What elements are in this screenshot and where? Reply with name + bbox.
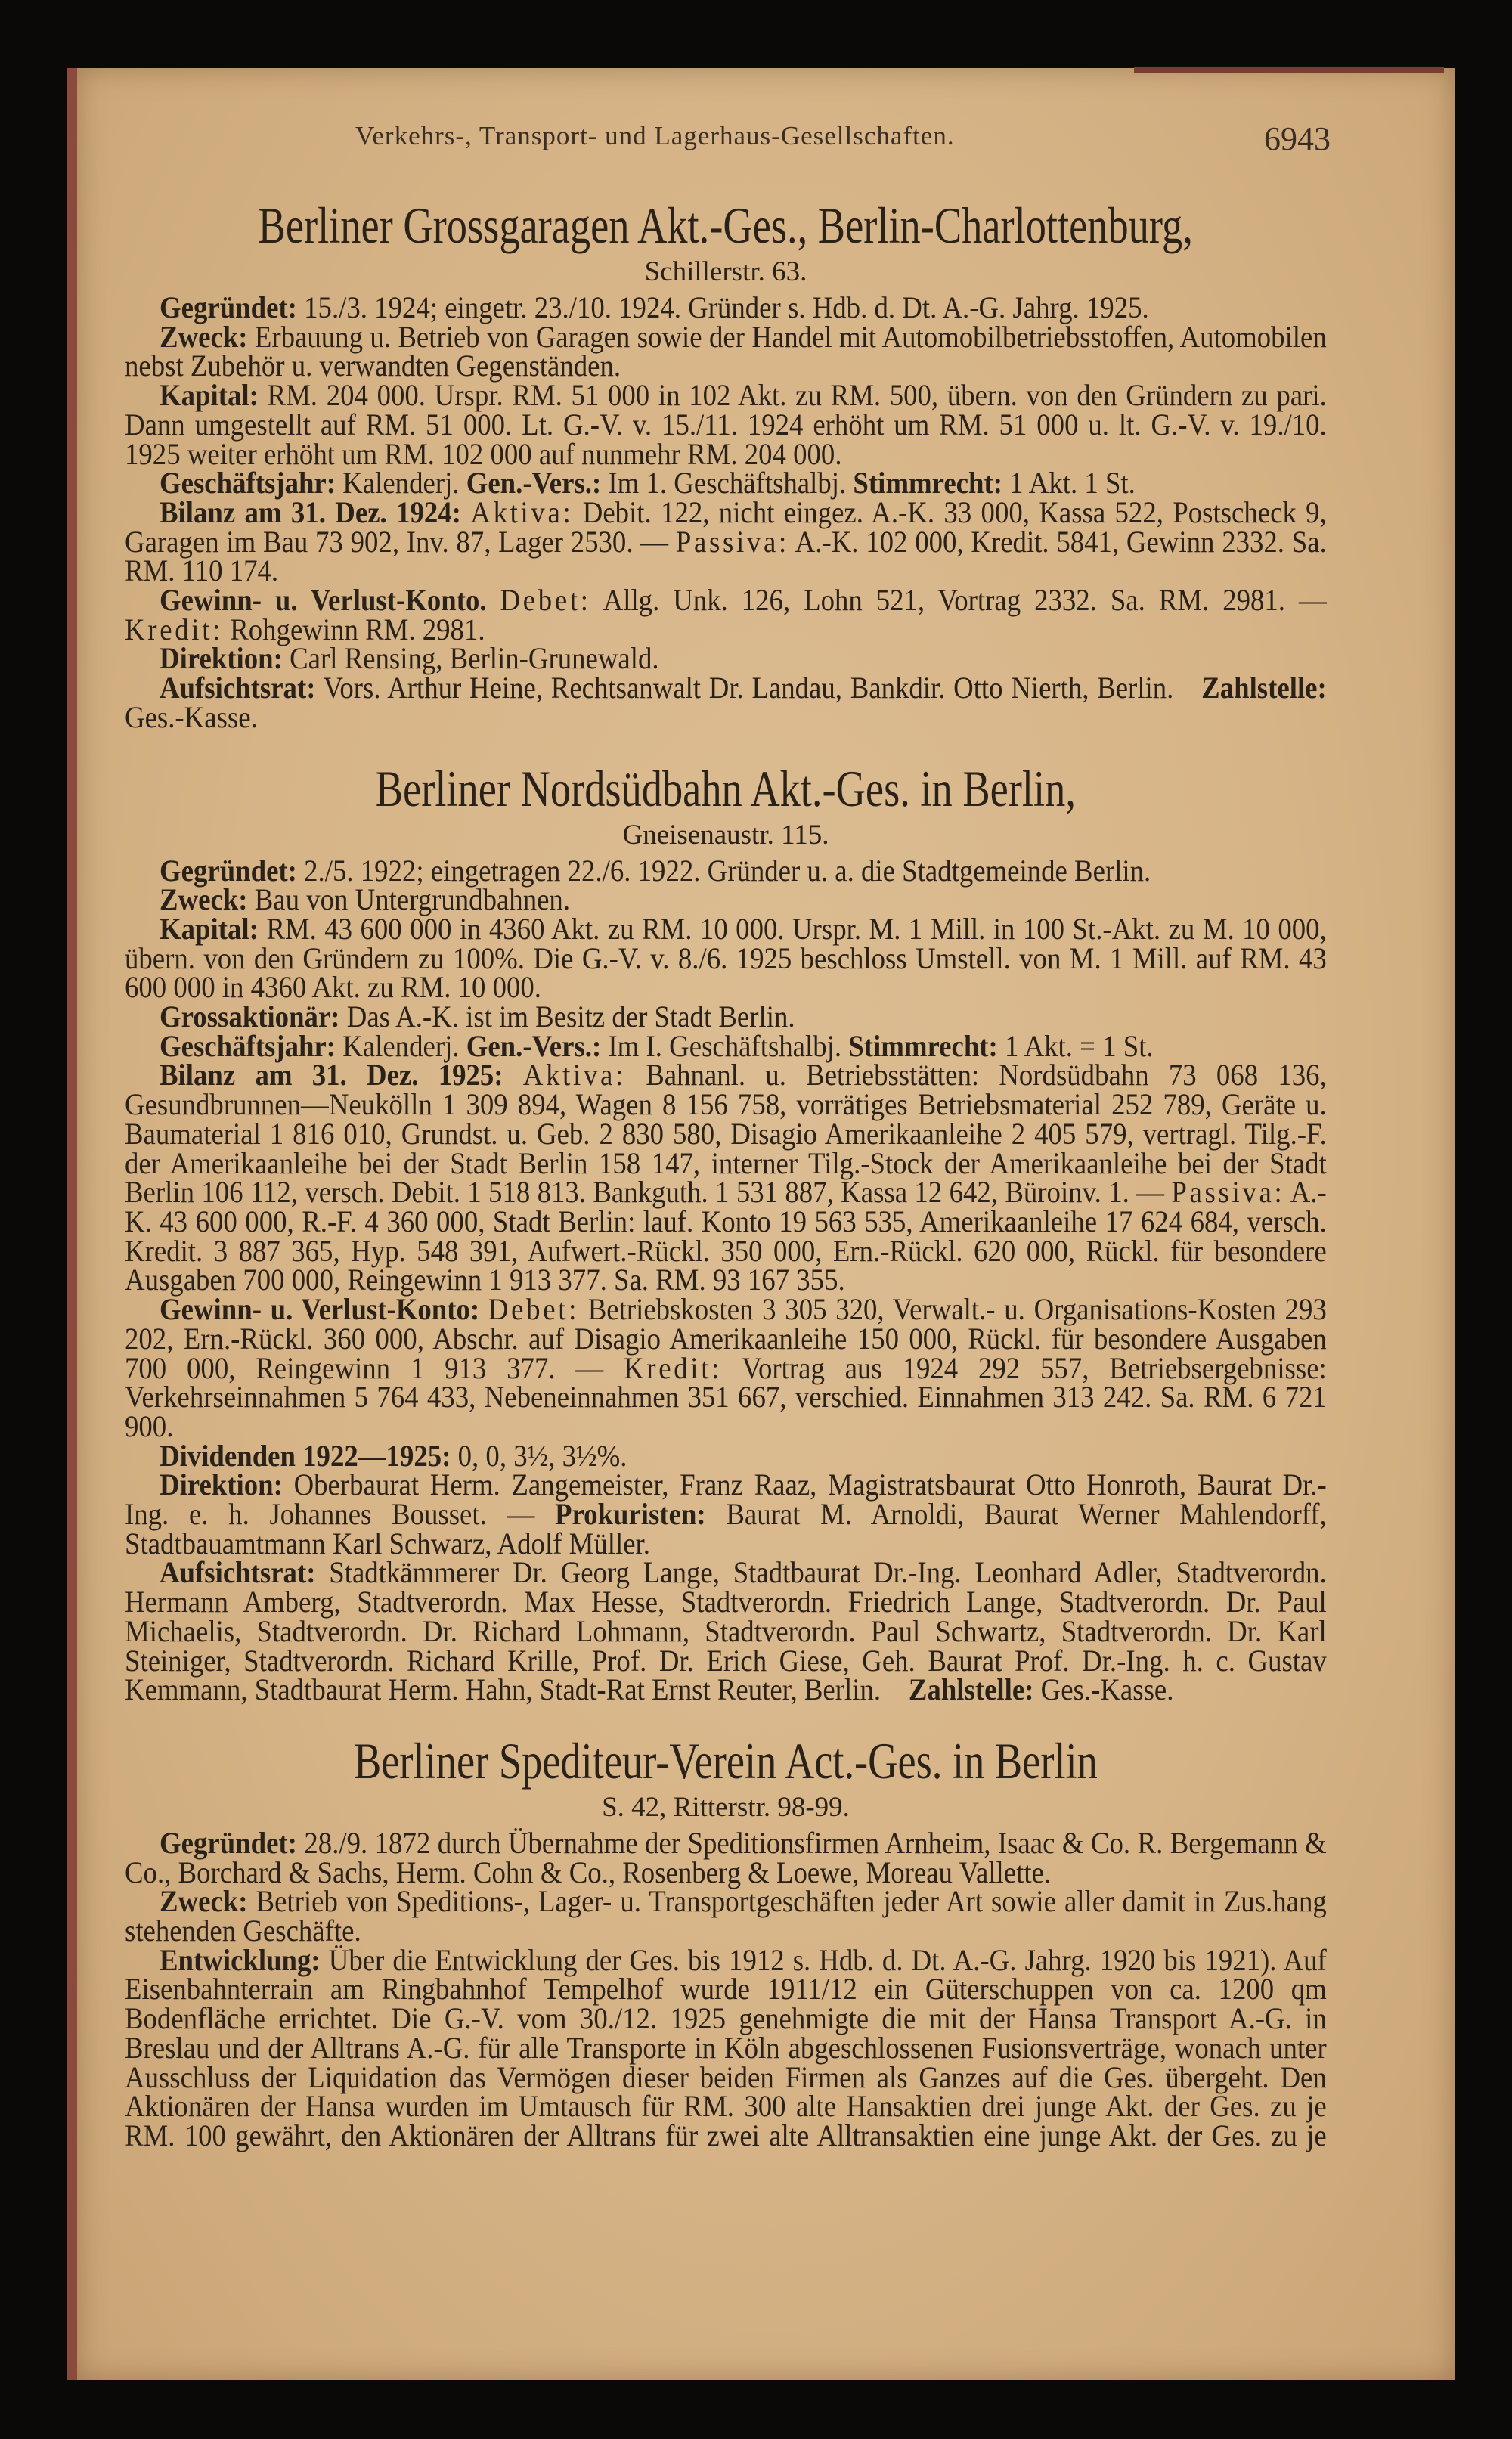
field-text: Ges.-Kasse. xyxy=(125,699,258,734)
spaced-label: Kredit: xyxy=(125,612,224,646)
field-label: Gewinn- u. Verlust-Konto. xyxy=(160,583,487,618)
field-text: Vors. Arthur Heine, Rechtsanwalt Dr. Landau, Bankdir. Otto Nierth, Berlin. xyxy=(315,671,1202,705)
field-label: Bilanz am 31. Dez. 1924: xyxy=(160,494,461,529)
entry-paragraph xyxy=(125,999,1327,1034)
field-text: 28./9. 1872 durch Übernahme der Speditionsfirmen Arnheim, Isaac & Co. R. Bergemann & Co., Borchard & Sachs, Herm. Cohn & Co., Rosenberg & Loewe, Moreau Vallette. xyxy=(125,1825,1327,1889)
entry-paragraph xyxy=(125,671,1327,734)
field-label: Aufsichtsrat: xyxy=(160,671,316,705)
field-label: Kapital: xyxy=(160,378,259,413)
company-entry-body-3 xyxy=(125,1825,1327,2152)
field-label: Bilanz am 31. Dez. 1925: xyxy=(160,1058,503,1092)
page-content xyxy=(125,195,1327,2151)
running-header: Verkehrs-, Transport- und Lagerhaus-Gesellschaften. xyxy=(355,121,955,150)
entry-paragraph xyxy=(125,853,1327,888)
field-label: Gegründet: xyxy=(160,1825,297,1860)
company-title-1 xyxy=(125,195,1327,256)
field-text: Das A.-K. ist im Besitz der Stadt Berlin. xyxy=(339,999,795,1034)
field-label: Gen.-Vers.: xyxy=(466,466,602,501)
entry-paragraph xyxy=(125,583,1327,646)
field-text: Debit. 122, nicht eingez. A.-K. 33 000, Kassa 522, Postscheck 9, Garagen im Bau 73 902, Inv. 87, Lager 2530. — xyxy=(125,494,1327,559)
entry-paragraph xyxy=(125,1467,1327,1560)
entry-paragraph xyxy=(125,290,1327,324)
field-text: RM. 204 000. Urspr. RM. 51 000 in 102 Akt. zu RM. 500, übern. von den Gründern zu pari. Dann umgestellt auf RM. 51 000. Lt. G.-V. v. 15./11. 1924 erhöht um RM. 51 000 u. lt. G.-V. v. 19./10. 1925 weiter erhöht um RM. 102 000 auf nunmehr RM. 204 000. xyxy=(125,378,1327,471)
company-title-2 xyxy=(125,758,1327,819)
entry-paragraph xyxy=(125,466,1327,501)
entry-paragraph xyxy=(125,1884,1327,1948)
field-label: Direktion: xyxy=(160,641,283,676)
field-text: Ges.-Kasse. xyxy=(1033,1672,1174,1707)
field-text: Betrieb von Speditions-, Lager- u. Transportgeschäften jeder Art sowie aller damit in Zus.hang stehenden Geschäfte. xyxy=(125,1884,1327,1948)
field-label: Zweck: xyxy=(160,319,248,354)
entry-paragraph xyxy=(125,911,1327,1005)
entry-paragraph xyxy=(125,882,1327,917)
binding-edge xyxy=(1134,67,1444,73)
field-label: Grossaktionär: xyxy=(160,999,340,1034)
spaced-label: Debet: xyxy=(500,583,591,618)
entry-paragraph xyxy=(125,319,1327,383)
field-text: Erbauung u. Betrieb von Garagen sowie der Handel mit Automobilbetriebsstoffen, Automobilen nebst Zubehör u. verwandten Gegenständen. xyxy=(125,319,1327,383)
field-label: Entwicklung: xyxy=(160,1942,321,1977)
field-label: Zweck: xyxy=(160,882,248,917)
spaced-label: Aktiva: xyxy=(470,494,574,529)
field-text: Oberbaurat Herm. Zangemeister, Franz Raaz, Magistratsbaurat Otto Honroth, Baurat Dr.-Ing. e. h. Johannes Bousset. — xyxy=(125,1467,1327,1532)
company-entry-body-2 xyxy=(125,853,1327,1707)
field-text: Kalenderj. xyxy=(336,1028,466,1063)
entry-paragraph xyxy=(125,1028,1327,1063)
field-label: Gegründet: xyxy=(160,290,297,324)
entry-paragraph xyxy=(125,1555,1327,1707)
field-text: 2./5. 1922; eingetragen 22./6. 1922. Gründer u. a. die Stadtgemeinde Berlin. xyxy=(296,853,1151,888)
field-label: Dividenden 1922—1925: xyxy=(160,1438,451,1473)
field-label: Zweck: xyxy=(160,1884,248,1919)
entry-paragraph xyxy=(125,1058,1327,1297)
field-text: 1 Akt. 1 St. xyxy=(1002,466,1136,501)
field-text: 1 Akt. = 1 St. xyxy=(997,1028,1154,1063)
field-label: Direktion: xyxy=(160,1467,283,1502)
field-text: 15./3. 1924; eingetr. 23./10. 1924. Gründer s. Hdb. d. Dt. A.-G. Jahrg. 1925. xyxy=(296,290,1149,324)
spaced-label: Aktiva: xyxy=(522,1058,626,1092)
company-address-3: S. 42, Ritterstr. 98-99. xyxy=(602,1791,850,1823)
field-text: Carl Rensing, Berlin-Grunewald. xyxy=(282,641,659,676)
title-text: Berliner Spediteur-Verein Act.-Ges. in Berlin xyxy=(354,1731,1098,1790)
field-text: Stadtkämmerer Dr. Georg Lange, Stadtbaurat Dr.-Ing. Leonhard Adler, Stadtverordn. Hermann Amberg, Stadtverordn. Max Hesse, Stadtverordn. Friedrich Lange, Stadtverordn. Dr. Paul Michaelis, Stadtverordn. Dr. Richard Lohmann, Stadtverordn. Paul Schwartz, Stadtverordn. Dr. Karl Steiniger, Stadtverordn. Richard Krille, Prof. Dr. Erich Giese, Geh. Baurat Prof. Dr.-Ing. h. c. Gustav Kemmann, Stadtbaurat Herm. Hahn, Stadt-Rat Ernst Reuter, Berlin. xyxy=(125,1555,1327,1707)
field-label: Gewinn- u. Verlust-Konto: xyxy=(160,1292,480,1327)
entry-paragraph xyxy=(125,1825,1327,1889)
company-address-2: Gneisenaustr. 115. xyxy=(622,819,829,851)
field-text: Allg. Unk. 126, Lohn 521, Vortrag 2332. Sa. RM. 2981. — xyxy=(590,583,1327,618)
spaced-label: Passiva: xyxy=(675,524,789,559)
entry-paragraph xyxy=(125,1292,1327,1443)
entry-paragraph xyxy=(125,378,1327,471)
spaced-label: Passiva: xyxy=(1171,1175,1285,1210)
field-text: 0, 0, 3½, 3½%. xyxy=(451,1438,627,1473)
field-label: Zahlstelle: xyxy=(1201,671,1327,705)
field-text: A.-K. 43 600 000, R.-F. 4 360 000, Stadt Berlin: lauf. Konto 19 563 535, Amerikaanleihe 17 624 684, versch. Kredit. 3 887 365, Hyp. 548 391, Aufwert.-Rückl. 350 000, Ern.-Rückl. 620 000, Rückl. für besondere Ausgaben 700 000, Reingewinn 1 913 377. Sa. RM. 93 167 355. xyxy=(125,1175,1327,1297)
field-label: Geschäftsjahr: xyxy=(160,1028,336,1063)
field-text: Vortrag aus 1924 292 557, Betriebsergebnisse: Verkehrseinnahmen 5 764 433, Nebeneinnahmen 351 667, verschied. Einnahmen 313 242. Sa. RM. 6 721 900. xyxy=(125,1350,1327,1443)
field-text: Kalenderj. xyxy=(336,466,466,501)
field-text: Rohgewinn RM. 2981. xyxy=(223,612,485,646)
field-text: Baurat M. Arnoldi, Baurat Werner Mahlendorff, Stadtbauamtmann Karl Schwarz, Adolf Müller. xyxy=(125,1497,1327,1560)
field-text: RM. 43 600 000 in 4360 Akt. zu RM. 10 000. Urspr. M. 1 Mill. in 100 St.-Akt. zu M. 10 000, übern. von den Gründern zu 100%. Die G.-V. v. 8./6. 1925 beschloss Umstell. von M. 1 Mill. auf RM. 43 600 000 in 4360 Akt. zu RM. 10 000. xyxy=(125,911,1327,1005)
field-label: Aufsichtsrat: xyxy=(160,1555,316,1590)
field-text: Über die Entwicklung der Ges. bis 1912 s. Hdb. d. Dt. A.-G. Jahrg. 1920 bis 1921). Auf Eisenbahnterrain am Ringbahnhof Tempelhof wurde 1911/12 ein Güterschuppen von ca. 1200 qm Bodenfläche errichtet. Die G.-V. vom 30./12. 1925 genehmigte die mit der Hansa Transport A.-G. in Breslau und der Alltrans A.-G. für alle Transporte in Köln abgeschlossenen Fusionsverträge, wonach unter Ausschluss der Liquidation das Vermögen dieser beiden Firmen als Ganzes auf die Ges. übergeht. Den Aktionären der Hansa wurden im Umtausch für RM. 300 alte Hansaktien drei junge Akt. der Ges. zu je RM. 100 gewährt, den Aktionären der Alltrans für zwei alte Alltransaktien eine junge Akt. der Ges. zu je xyxy=(125,1942,1327,2152)
field-text: Im 1. Geschäftshalbj. xyxy=(601,466,854,501)
entry-paragraph xyxy=(125,1942,1327,2152)
entry-paragraph xyxy=(125,641,1327,676)
page-number: 6943 xyxy=(1264,120,1331,157)
field-label: Geschäftsjahr: xyxy=(160,466,336,501)
field-label: Stimmrecht: xyxy=(848,1028,998,1063)
field-label: Prokuristen: xyxy=(554,1497,706,1532)
title-text: Berliner Nordsüdbahn Akt.-Ges. in Berlin, xyxy=(375,759,1077,817)
field-text: Bahnanl. u. Betriebsstätten: Nordsüdbahn 73 068 136, Gesundbrunnen—Neukölln 1 309 894, Wagen 8 156 758, vorrätiges Betriebsmaterial 252 789, Geräte u. Baumaterial 1 816 010, Grundst. u. Geb. 2 830 580, Disagio Amerikaanleihe 2 405 579, vertragl. Tilg.-F. der Amerikaanleihe bei der Stadt Berlin 158 147, interner Tilg.-Stock der Amerikaanleihe bei der Stadt Berlin 106 112, versch. Debit. 1 518 813. Bankguth. 1 531 887, Kassa 12 642, Büroinv. 1. — xyxy=(125,1058,1327,1210)
entry-paragraph xyxy=(125,1438,1327,1473)
spaced-label: Kredit: xyxy=(623,1350,723,1385)
company-title-3 xyxy=(125,1731,1327,1791)
company-entry-3 xyxy=(125,1731,1327,2151)
company-address-1: Schillerstr. 63. xyxy=(644,256,807,287)
entry-paragraph xyxy=(125,494,1327,588)
title-text: Berliner Grossgaragen Akt.-Ges., Berlin-Charlottenburg, xyxy=(258,197,1194,254)
spaced-label: Debet: xyxy=(488,1292,580,1327)
field-label: Stimmrecht: xyxy=(853,466,1002,501)
field-label: Gen.-Vers.: xyxy=(466,1028,602,1063)
company-entry-body-1 xyxy=(125,290,1327,734)
field-text: A.-K. 102 000, Kredit. 5841, Gewinn 2332. Sa. RM. 110 174. xyxy=(125,524,1327,588)
field-text xyxy=(487,583,500,617)
company-entry-1 xyxy=(125,195,1327,733)
field-text: Betriebskosten 3 305 320, Verwalt.- u. Organisations-Kosten 293 202, Ern.-Rückl. 360 000, Abschr. auf Disagio Amerikaanleihe 150 000, Rückl. für besondere Ausgaben 700 000, Reingewinn 1 913 377. — xyxy=(125,1292,1327,1385)
field-label: Gegründet: xyxy=(160,853,297,888)
field-label: Kapital: xyxy=(160,911,259,946)
field-label: Zahlstelle: xyxy=(908,1672,1034,1707)
company-entry-2 xyxy=(125,758,1327,1705)
field-text: Im I. Geschäftshalbj. xyxy=(601,1028,849,1063)
field-text: Bau von Untergrundbahnen. xyxy=(247,882,571,917)
